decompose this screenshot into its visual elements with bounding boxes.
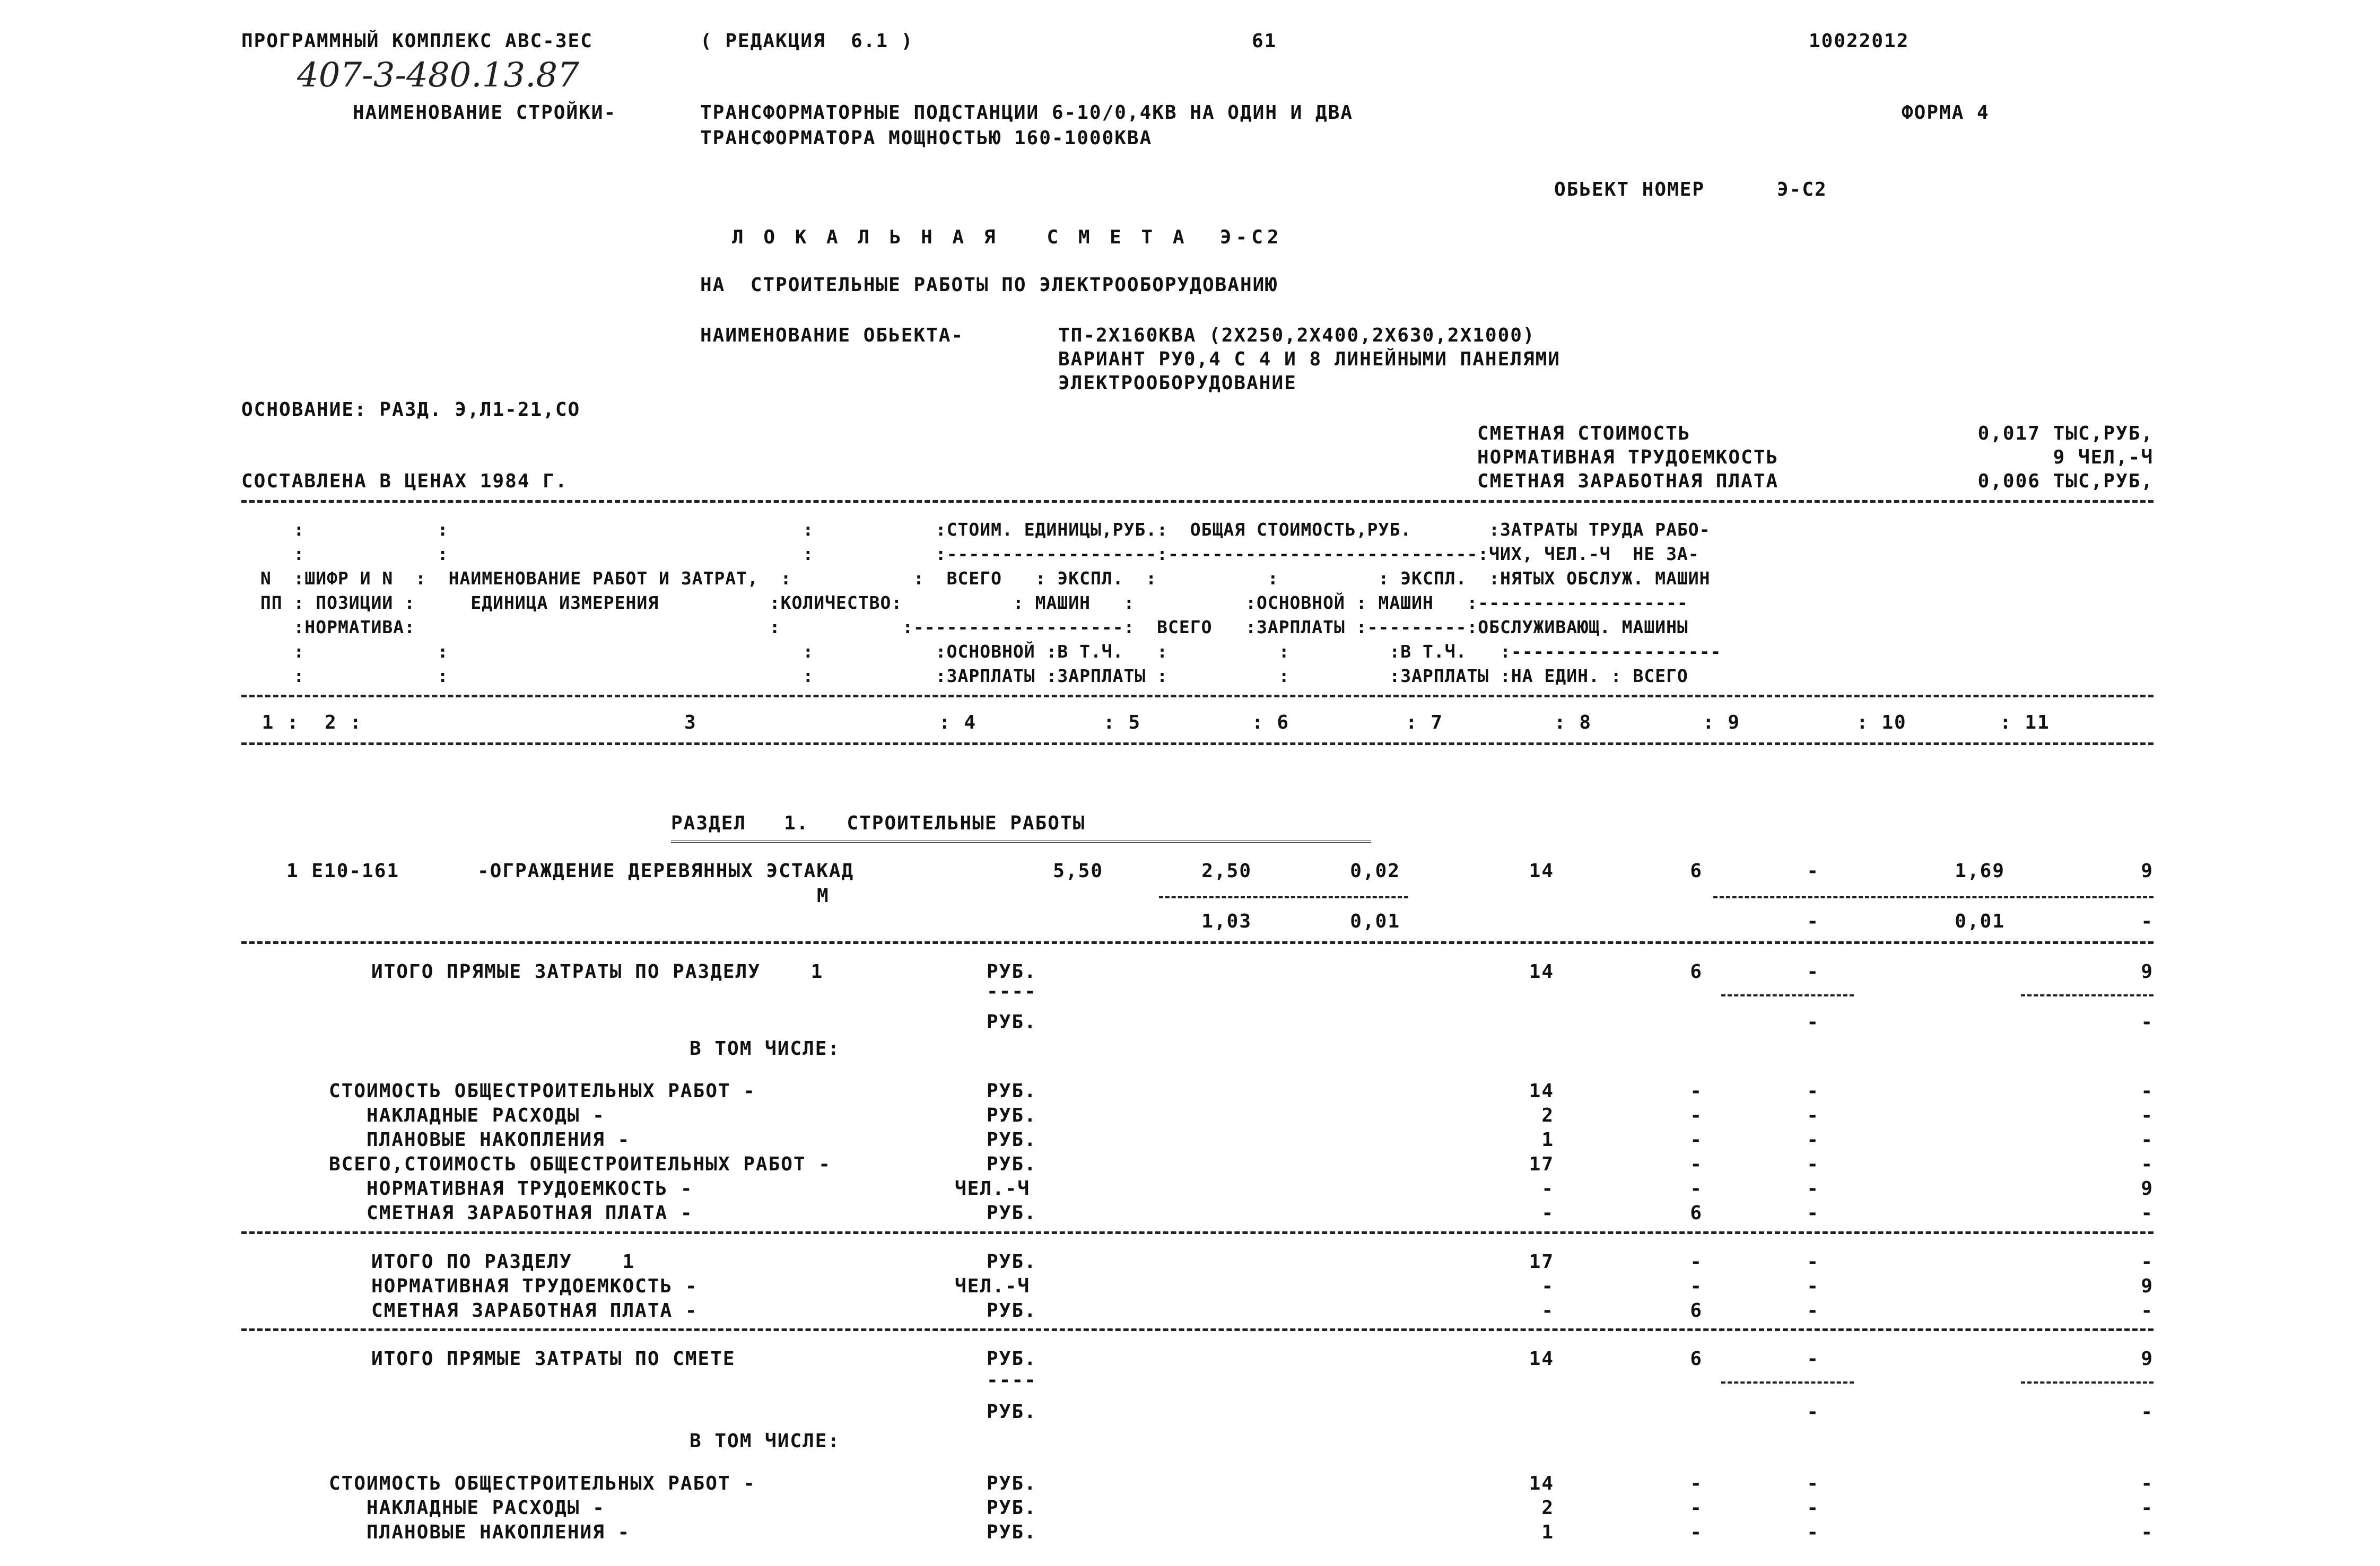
table-header-line-3: N :ШИФР И N : НАИМЕНОВАНИЕ РАБОТ И ЗАТРАТ, : : ВСЕГО : ЭКСПЛ. : : : ЭКСПЛ. :НЯТЫХ ОБСЛУЖ. МАШИН <box>249 568 1711 589</box>
summary-label-wage: СМЕТНАЯ ЗАРАБОТНАЯ ПЛАТА <box>1477 470 1779 492</box>
estimate-breakdown-total: 14 <box>1529 1473 1554 1494</box>
object-label: ОБЬЕКТ НОМЕР <box>1554 179 1705 200</box>
row-unit-split-rule <box>1159 896 1408 898</box>
breakdown-machines: - <box>1807 1202 1819 1224</box>
estimate-breakdown-labor: - <box>2141 1497 2154 1519</box>
direct-costs-split-rule-1 <box>1721 994 1854 996</box>
including-label-2: В ТОМ ЧИСЛЕ: <box>690 1430 841 1452</box>
section-title: РАЗДЕЛ 1. СТРОИТЕЛЬНЫЕ РАБОТЫ <box>671 812 1086 834</box>
column-number-7: : 7 <box>1406 712 1444 733</box>
row-unit-total: 2,50 <box>1201 860 1252 882</box>
direct-costs-label: ИТОГО ПРЯМЫЕ ЗАТРАТЫ ПО РАЗДЕЛУ 1 <box>371 961 824 983</box>
direct-costs-labor: 9 <box>2141 961 2154 983</box>
estimate-direct-total: 14 <box>1529 1348 1554 1370</box>
estimate-direct-labor: 9 <box>2141 1348 2154 1370</box>
estimate-breakdown-machines: - <box>1807 1473 1819 1494</box>
table-header-line-4: ПП : ПОЗИЦИИ : ЕДИНИЦА ИЗМЕРЕНИЯ :КОЛИЧЕСТВО: : МАШИН : :ОСНОВНОЙ : МАШИН :------------------- <box>249 592 1688 613</box>
section-total-unit: РУБ. <box>987 1251 1037 1273</box>
breakdown-total: 1 <box>1541 1129 1554 1151</box>
estimate-breakdown-total: 1 <box>1541 1521 1554 1543</box>
table-top-rule <box>241 500 2154 503</box>
direct-costs-machines: - <box>1807 961 1819 983</box>
document-code: 10022012 <box>1809 30 1910 52</box>
row-unit-wage: 1,03 <box>1201 911 1252 932</box>
breakdown-total: 2 <box>1541 1105 1554 1126</box>
document-title: Л О К А Л Ь Н А Я С М Е Т А Э-С2 <box>732 226 1283 248</box>
row-unit-machine-wage: 0,01 <box>1350 911 1400 932</box>
summary-value-cost: 0,017 ТЫС,РУБ, <box>1977 423 2154 444</box>
column-number-6: : 6 <box>1252 712 1290 733</box>
estimate-direct-machines: - <box>1807 1348 1819 1370</box>
breakdown-labor: 9 <box>2141 1178 2154 1200</box>
program-name: ПРОГРАММНЫЙ КОМПЛЕКС АВС-3ЕС <box>241 30 593 52</box>
section-total-label: ИТОГО ПО РАЗДЕЛУ 1 <box>371 1251 635 1273</box>
build-name-line-2: ТРАНСФОРМАТОРА МОЩНОСТЬЮ 160-1000КВА <box>700 127 1153 149</box>
breakdown-total: 14 <box>1529 1080 1554 1102</box>
table-header-line-2: : : : :-------------------:----------------------------:ЧИХ, ЧЕЛ.-Ч НЕ ЗА- <box>249 544 1699 564</box>
object-name-line-3: ЭЛЕКТРООБОРУДОВАНИЕ <box>1058 372 1297 394</box>
section-total-total: - <box>1541 1300 1554 1322</box>
breakdown-labor: - <box>2141 1202 2154 1224</box>
section-total-unit: РУБ. <box>987 1300 1037 1322</box>
estimate-breakdown-label: СТОИМОСТЬ ОБЩЕСТРОИТЕЛЬНЫХ РАБОТ - <box>329 1473 756 1494</box>
table-header-line-6: : : : :ОСНОВНОЙ :В Т.Ч. : : :В Т.Ч. :------------------- <box>249 641 1722 662</box>
section-title-underline <box>671 841 1371 843</box>
direct-costs-unit: РУБ. <box>987 961 1037 983</box>
summary-label-cost: СМЕТНАЯ СТОИМОСТЬ <box>1477 423 1691 444</box>
section-total-label: СМЕТНАЯ ЗАРАБОТНАЯ ПЛАТА - <box>371 1300 698 1322</box>
section-total-total: 17 <box>1529 1251 1554 1273</box>
breakdown-label: СМЕТНАЯ ЗАРАБОТНАЯ ПЛАТА - <box>329 1202 693 1224</box>
estimate-breakdown-wage: - <box>1690 1473 1703 1494</box>
estimate-breakdown-labor: - <box>2141 1473 2154 1494</box>
section-total-machines: - <box>1807 1300 1819 1322</box>
row-total: 14 <box>1529 860 1554 882</box>
document-subtitle: НА СТРОИТЕЛЬНЫЕ РАБОТЫ ПО ЭЛЕКТРООБОРУДОВАНИЮ <box>700 274 1278 296</box>
breakdown-label: ВСЕГО,СТОИМОСТЬ ОБЩЕСТРОИТЕЛЬНЫХ РАБОТ - <box>329 1153 831 1175</box>
section-total-machines: - <box>1807 1251 1819 1273</box>
including-label: В ТОМ ЧИСЛЕ: <box>690 1038 841 1060</box>
direct-costs-split-rule-2 <box>2021 994 2154 996</box>
breakdown-label: НАКЛАДНЫЕ РАСХОДЫ - <box>329 1105 605 1126</box>
estimate-breakdown-machines: - <box>1807 1521 1819 1543</box>
object-name-line-2: ВАРИАНТ РУ0,4 С 4 И 8 ЛИНЕЙНЫМИ ПАНЕЛЯМИ <box>1058 348 1560 370</box>
row-right-split-rule <box>1713 896 2154 898</box>
breakdown-total: 17 <box>1529 1153 1554 1175</box>
page-number: 61 <box>1252 30 1277 52</box>
breakdown-machines: - <box>1807 1178 1819 1200</box>
row-labor-per-unit-2: 0,01 <box>1955 911 2005 932</box>
direct-costs-wage: 6 <box>1690 961 1703 983</box>
breakdown-unit: РУБ. <box>987 1080 1037 1102</box>
prices-note: СОСТАВЛЕНА В ЦЕНАХ 1984 Г. <box>241 470 568 492</box>
estimate-breakdown-unit: РУБ. <box>987 1497 1037 1519</box>
row-labor-total-2: - <box>2141 911 2154 932</box>
breakdown-machines: - <box>1807 1080 1819 1102</box>
estimate-breakdown-total: 2 <box>1541 1497 1554 1519</box>
estimate-breakdown-unit: РУБ. <box>987 1473 1037 1494</box>
breakdown-wage: 6 <box>1690 1202 1703 1224</box>
estimate-direct-machines-2: - <box>1807 1401 1819 1423</box>
row-quantity: 5,50 <box>1053 860 1103 882</box>
breakdown-unit: РУБ. <box>987 1202 1037 1224</box>
estimate-direct-split-rule-1 <box>1721 1381 1854 1384</box>
section-total-wage: - <box>1690 1275 1703 1297</box>
row-labor-per-unit: 1,69 <box>1955 860 2005 882</box>
column-number-4: : 4 <box>939 712 977 733</box>
estimate-direct-split-rule-2 <box>2021 1381 2154 1384</box>
section-total-total: - <box>1541 1275 1554 1297</box>
direct-costs-unit-2: РУБ. <box>987 1011 1037 1033</box>
object-number: Э-С2 <box>1777 179 1827 200</box>
breakdown-label: НОРМАТИВНАЯ ТРУДОЕМКОСТЬ - <box>329 1178 693 1200</box>
column-number-10: : 10 <box>1856 712 1907 733</box>
section-total-wage: 6 <box>1690 1300 1703 1322</box>
estimate-breakdown-labor: - <box>2141 1521 2154 1543</box>
breakdown-labor: - <box>2141 1129 2154 1151</box>
build-name-line-1: ТРАНСФОРМАТОРНЫЕ ПОДСТАНЦИИ 6-10/0,4КВ НА ОДИН И ДВА <box>700 102 1354 124</box>
column-number-8: : 8 <box>1554 712 1592 733</box>
basis: ОСНОВАНИЕ: РАЗД. Э,Л1-21,СО <box>241 399 581 421</box>
table-header-line-7: : : : :ЗАРПЛАТЫ :ЗАРПЛАТЫ : : :ЗАРПЛАТЫ :НА ЕДИН. : ВСЕГО <box>249 666 1688 686</box>
estimate-breakdown-wage: - <box>1690 1521 1703 1543</box>
estimate-direct-labor-2: - <box>2141 1401 2154 1423</box>
build-label: НАИМЕНОВАНИЕ СТРОЙКИ- <box>353 102 617 124</box>
section-total-unit: ЧЕЛ.-Ч <box>955 1275 1031 1297</box>
estimate-direct-dash: ---- <box>987 1369 1037 1391</box>
breakdown-wage: - <box>1690 1153 1703 1175</box>
estimate-breakdown-label: ПЛАНОВЫЕ НАКОПЛЕНИЯ - <box>329 1521 631 1543</box>
estimate-direct-unit-2: РУБ. <box>987 1401 1037 1423</box>
row-unit: М <box>817 885 830 907</box>
breakdown-unit: РУБ. <box>987 1129 1037 1151</box>
table-header-line-1: : : : :СТОИМ. ЕДИНИЦЫ,РУБ.: ОБЩАЯ СТОИМОСТЬ,РУБ. :ЗАТРАТЫ ТРУДА РАБО- <box>249 519 1711 540</box>
row-labor-total: 9 <box>2141 860 2154 882</box>
column-number-3: 3 <box>684 712 697 733</box>
breakdown-unit: ЧЕЛ.-Ч <box>955 1178 1031 1200</box>
breakdown-label: СТОИМОСТЬ ОБЩЕСТРОИТЕЛЬНЫХ РАБОТ - <box>329 1080 756 1102</box>
section-total-labor: 9 <box>2141 1275 2154 1297</box>
summary-value-wage: 0,006 ТЫС,РУБ, <box>1977 470 2154 492</box>
breakdown-labor: - <box>2141 1080 2154 1102</box>
estimate-breakdown-unit: РУБ. <box>987 1521 1037 1543</box>
breakdown-total: - <box>1541 1178 1554 1200</box>
object-name-label: НАИМЕНОВАНИЕ ОБЬЕКТА- <box>700 325 964 346</box>
section-total-machines: - <box>1807 1275 1819 1297</box>
breakdown-wage: - <box>1690 1178 1703 1200</box>
estimate-direct-unit: РУБ. <box>987 1348 1037 1370</box>
section-total-labor: - <box>2141 1300 2154 1322</box>
direct-costs-dash: ---- <box>987 981 1037 1002</box>
section-total-labor: - <box>2141 1251 2154 1273</box>
table-bottom-rule <box>241 742 2154 745</box>
breakdown-unit: РУБ. <box>987 1105 1037 1126</box>
direct-costs-machines-2: - <box>1807 1011 1819 1033</box>
section-total-end-rule <box>241 1328 2154 1331</box>
column-number-11: : 11 <box>2000 712 2050 733</box>
summary-value-labor: 9 ЧЕЛ,-Ч <box>2053 447 2154 468</box>
breakdown-end-rule <box>241 1231 2154 1234</box>
estimate-direct-wage: 6 <box>1690 1348 1703 1370</box>
object-name-line-1: ТП-2Х160КВА (2Х250,2Х400,2Х630,2Х1000) <box>1058 325 1536 346</box>
breakdown-unit: РУБ. <box>987 1153 1037 1175</box>
estimate-direct-label: ИТОГО ПРЯМЫЕ ЗАТРАТЫ ПО СМЕТЕ <box>371 1348 736 1370</box>
estimate-breakdown-wage: - <box>1690 1497 1703 1519</box>
breakdown-machines: - <box>1807 1105 1819 1126</box>
breakdown-wage: - <box>1690 1129 1703 1151</box>
row-machine-wage: - <box>1807 911 1819 932</box>
breakdown-total: - <box>1541 1202 1554 1224</box>
section-total-wage: - <box>1690 1251 1703 1273</box>
table-header-line-5: :НОРМАТИВА: : :-------------------: ВСЕГО :ЗАРПЛАТЫ :---------:ОБСЛУЖИВАЮЩ. МАШИНЫ <box>249 617 1688 637</box>
table-mid-rule <box>241 695 2154 697</box>
row-basic-wage: 6 <box>1690 860 1703 882</box>
breakdown-wage: - <box>1690 1080 1703 1102</box>
row-code: 1 Е10-161 <box>286 860 400 882</box>
edition: ( РЕДАКЦИЯ 6.1 ) <box>700 30 914 52</box>
breakdown-wage: - <box>1690 1105 1703 1126</box>
breakdown-label: ПЛАНОВЫЕ НАКОПЛЕНИЯ - <box>329 1129 631 1151</box>
breakdown-machines: - <box>1807 1153 1819 1175</box>
handwritten-doc-number: 407-3-480.13.87 <box>297 56 579 95</box>
estimate-breakdown-machines: - <box>1807 1497 1819 1519</box>
column-number-9: : 9 <box>1703 712 1741 733</box>
row-name: -ОГРАЖДЕНИЕ ДЕРЕВЯННЫХ ЭСТАКАД <box>477 860 855 882</box>
breakdown-labor: - <box>2141 1105 2154 1126</box>
column-number-1-2: 1 : 2 : <box>249 712 363 733</box>
row-unit-machines: 0,02 <box>1350 860 1400 882</box>
section-total-label: НОРМАТИВНАЯ ТРУДОЕМКОСТЬ - <box>371 1275 698 1297</box>
summary-label-labor: НОРМАТИВНАЯ ТРУДОЕМКОСТЬ <box>1477 447 1779 468</box>
estimate-breakdown-label: НАКЛАДНЫЕ РАСХОДЫ - <box>329 1497 605 1519</box>
direct-costs-total: 14 <box>1529 961 1554 983</box>
breakdown-machines: - <box>1807 1129 1819 1151</box>
breakdown-labor: - <box>2141 1153 2154 1175</box>
column-number-5: : 5 <box>1103 712 1141 733</box>
row-machines: - <box>1807 860 1819 882</box>
row-end-rule <box>241 941 2154 944</box>
form-label: ФОРМА 4 <box>1902 102 1990 124</box>
direct-costs-labor-2: - <box>2141 1011 2154 1033</box>
